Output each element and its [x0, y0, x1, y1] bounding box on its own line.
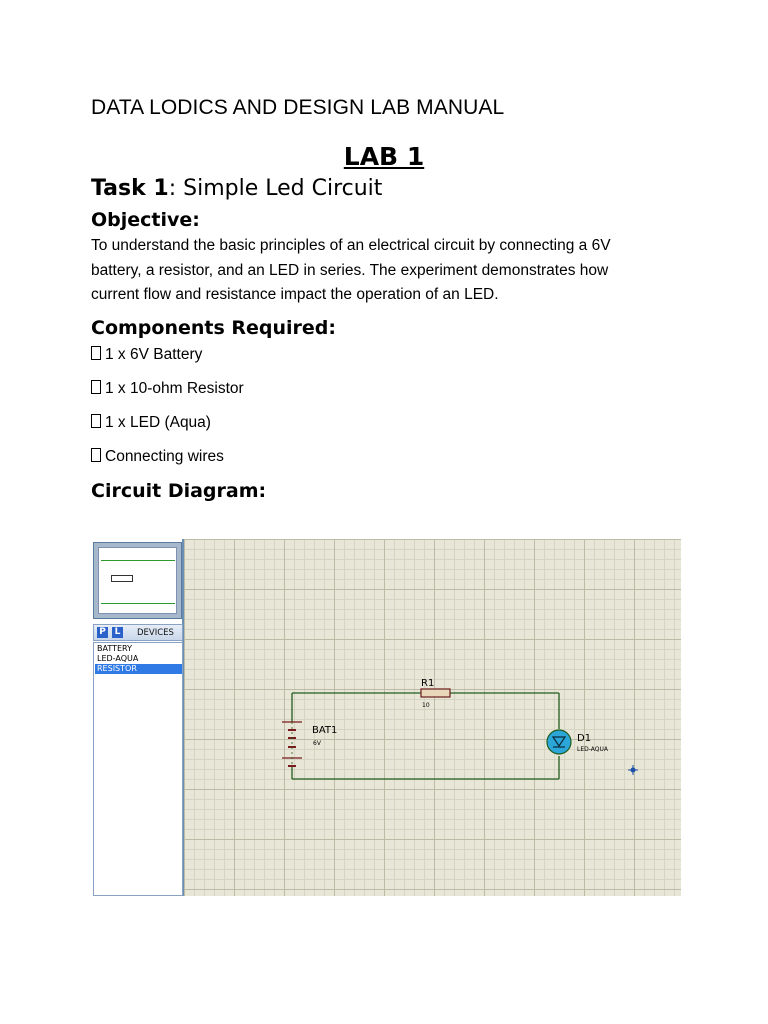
task-title: [91, 176, 382, 201]
device-item-battery[interactable]: BATTERY: [97, 644, 132, 653]
overview-preview[interactable]: [93, 542, 182, 619]
objective-line: current flow and resistance impact the operation of an LED.: [91, 286, 499, 303]
led-symbol: [547, 730, 571, 754]
overview-component-icon: [111, 575, 133, 582]
lab-title: LAB 1: [343, 142, 425, 171]
pick-devices-button[interactable]: P: [97, 627, 108, 638]
component-item: [91, 346, 202, 364]
bullet-glyph: [91, 414, 101, 428]
crosshair-icon: [628, 765, 638, 775]
components-heading: Components Required:: [91, 317, 337, 339]
manual-title: DATA LODICS AND DESIGN LAB MANUAL: [91, 96, 505, 119]
component-item-text: 1 x 6V Battery: [105, 346, 203, 363]
component-item: [91, 414, 211, 432]
device-item-led-aqua[interactable]: LED-AQUA: [97, 654, 139, 663]
task-name: : Simple Led Circuit: [168, 176, 383, 201]
library-button[interactable]: L: [112, 627, 123, 638]
task-label: Task 1: [91, 176, 169, 201]
battery-symbol: [282, 722, 302, 766]
schematic-canvas[interactable]: [184, 539, 681, 896]
bullet-glyph: [91, 346, 101, 360]
devices-label: DEVICES: [137, 628, 174, 638]
overview-border-top: [101, 560, 175, 561]
devices-toolbar: [93, 624, 183, 641]
overview-sheet: [98, 547, 177, 614]
component-item-text: 1 x 10-ohm Resistor: [105, 380, 244, 397]
circuit-diagram-heading: Circuit Diagram:: [91, 480, 267, 502]
battery-ref-label: BAT1: [312, 725, 338, 736]
component-item: [91, 380, 244, 398]
overview-border-bottom: [101, 603, 175, 604]
resistor-ref-label: R1: [421, 678, 435, 689]
device-item-resistor[interactable]: RESISTOR: [95, 664, 182, 674]
component-item-text: Connecting wires: [105, 448, 224, 465]
objective-line: battery, a resistor, and an LED in series. The experiment demonstrates how: [91, 261, 609, 279]
bullet-glyph: [91, 448, 101, 462]
objective-line: To understand the basic principles of an electrical circuit by connecting a 6V: [91, 237, 611, 254]
component-item-text: 1 x LED (Aqua): [105, 414, 211, 431]
bullet-glyph: [91, 380, 101, 394]
objective-text: [91, 234, 651, 308]
component-item: [91, 448, 224, 466]
resistor-value-label: 10: [422, 702, 430, 709]
objective-heading: Objective:: [91, 209, 200, 231]
circuit-schematic: [184, 539, 681, 896]
battery-value-label: 6V: [313, 740, 321, 747]
led-ref-label: D1: [577, 733, 592, 744]
led-value-label: LED-AQUA: [577, 746, 609, 753]
device-list[interactable]: [93, 642, 183, 896]
resistor-symbol: [421, 689, 450, 697]
